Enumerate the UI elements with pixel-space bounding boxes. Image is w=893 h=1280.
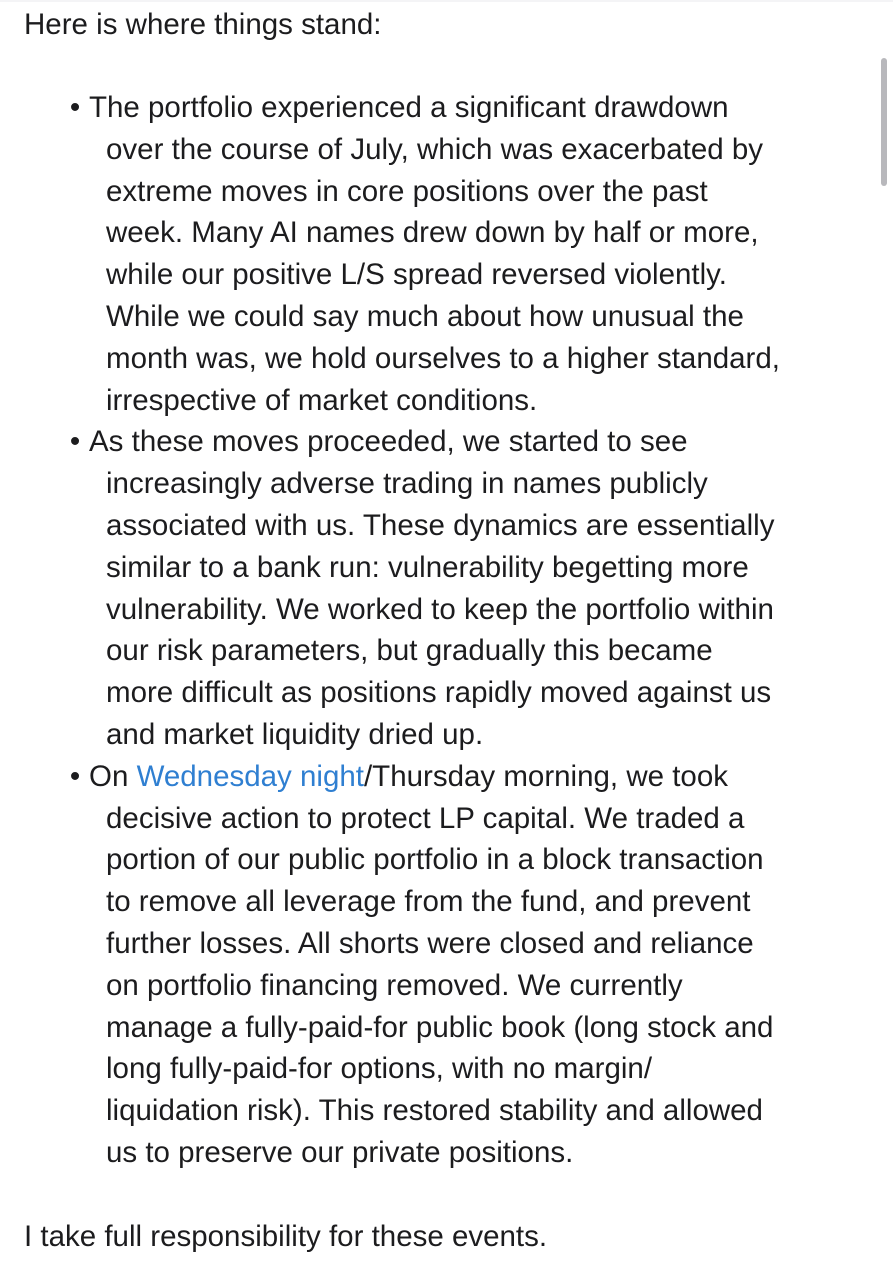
bullet-3-line-5: further losses. All shorts were closed and reliance <box>106 926 754 960</box>
bullet-2-line-8: and market liquidity dried up. <box>106 717 484 751</box>
bullet-1-line-6: While we could say much about how unusual the <box>106 299 744 333</box>
bullet-1-line-7: month was, we hold ourselves to a higher standard, <box>106 341 780 375</box>
bullet-1-line-3: extreme moves in core positions over the past <box>106 174 708 208</box>
bullet-3-line-6: on portfolio financing removed. We currently <box>106 968 683 1002</box>
bullet-2-line-7: more difficult as positions rapidly moved against us <box>106 676 772 710</box>
bullet-1-line-2: over the course of July, which was exacerbated by <box>106 132 763 166</box>
bullet-2-line-5: vulnerability. We worked to keep the portfolio within <box>106 592 774 626</box>
bullet-2-line-4: similar to a bank run: vulnerability begetting more <box>106 550 749 584</box>
closing-text: I take full responsibility for these events. <box>24 1220 548 1253</box>
bullet-list <box>24 87 874 1174</box>
bullet-3-suffix: /Thursday morning, we took <box>363 759 728 793</box>
bullet-item-3 <box>24 756 874 1174</box>
bullet-3-line-3: portion of our public portfolio in a block transaction <box>106 843 764 877</box>
bullet-2-line-1: As these moves proceeded, we started to see <box>89 425 688 459</box>
bullet-3-line-7: manage a fully-paid-for public book (long stock and <box>106 1010 774 1044</box>
bullet-2-line-6: our risk parameters, but gradually this became <box>106 634 713 668</box>
message-body <box>24 4 874 1174</box>
bullet-2-line-3: associated with us. These dynamics are essentially <box>106 508 775 542</box>
bullet-3-line-8: long fully-paid-for options, with no margin/ <box>106 1052 653 1086</box>
bullet-item-1 <box>24 87 874 421</box>
bullet-item-2 <box>24 421 874 755</box>
bullet-3-prefix: On <box>89 759 137 793</box>
bullet-1-line-8: irrespective of market conditions. <box>106 383 538 417</box>
bullet-3-line-4: to remove all leverage from the fund, and prevent <box>106 885 751 919</box>
bullet-dot-icon: • <box>69 425 81 459</box>
intro-text: Here is where things stand: <box>24 8 382 41</box>
bullet-3-line-2: decisive action to protect LP capital. We traded a <box>106 801 745 835</box>
bullet-2-line-2: increasingly adverse trading in names publicly <box>106 467 708 501</box>
bullet-1-line-5: while our positive L/S spread reversed violently. <box>106 258 727 292</box>
vertical-scrollbar[interactable] <box>881 58 887 186</box>
bullet-3-line-9: liquidation risk). This restored stability and allowed <box>106 1094 763 1128</box>
date-link[interactable]: Wednesday night <box>136 759 364 793</box>
bullet-dot-icon: • <box>69 759 81 793</box>
bullet-1-line-4: week. Many AI names drew down by half or more, <box>106 216 759 250</box>
bullet-3-line-1 <box>89 756 874 798</box>
bullet-dot-icon: • <box>69 91 81 124</box>
bullet-3-line-10: us to preserve our private positions. <box>106 1135 574 1169</box>
bullet-1-line-1: The portfolio experienced a significant drawdown <box>89 91 729 124</box>
top-edge <box>0 0 893 2</box>
